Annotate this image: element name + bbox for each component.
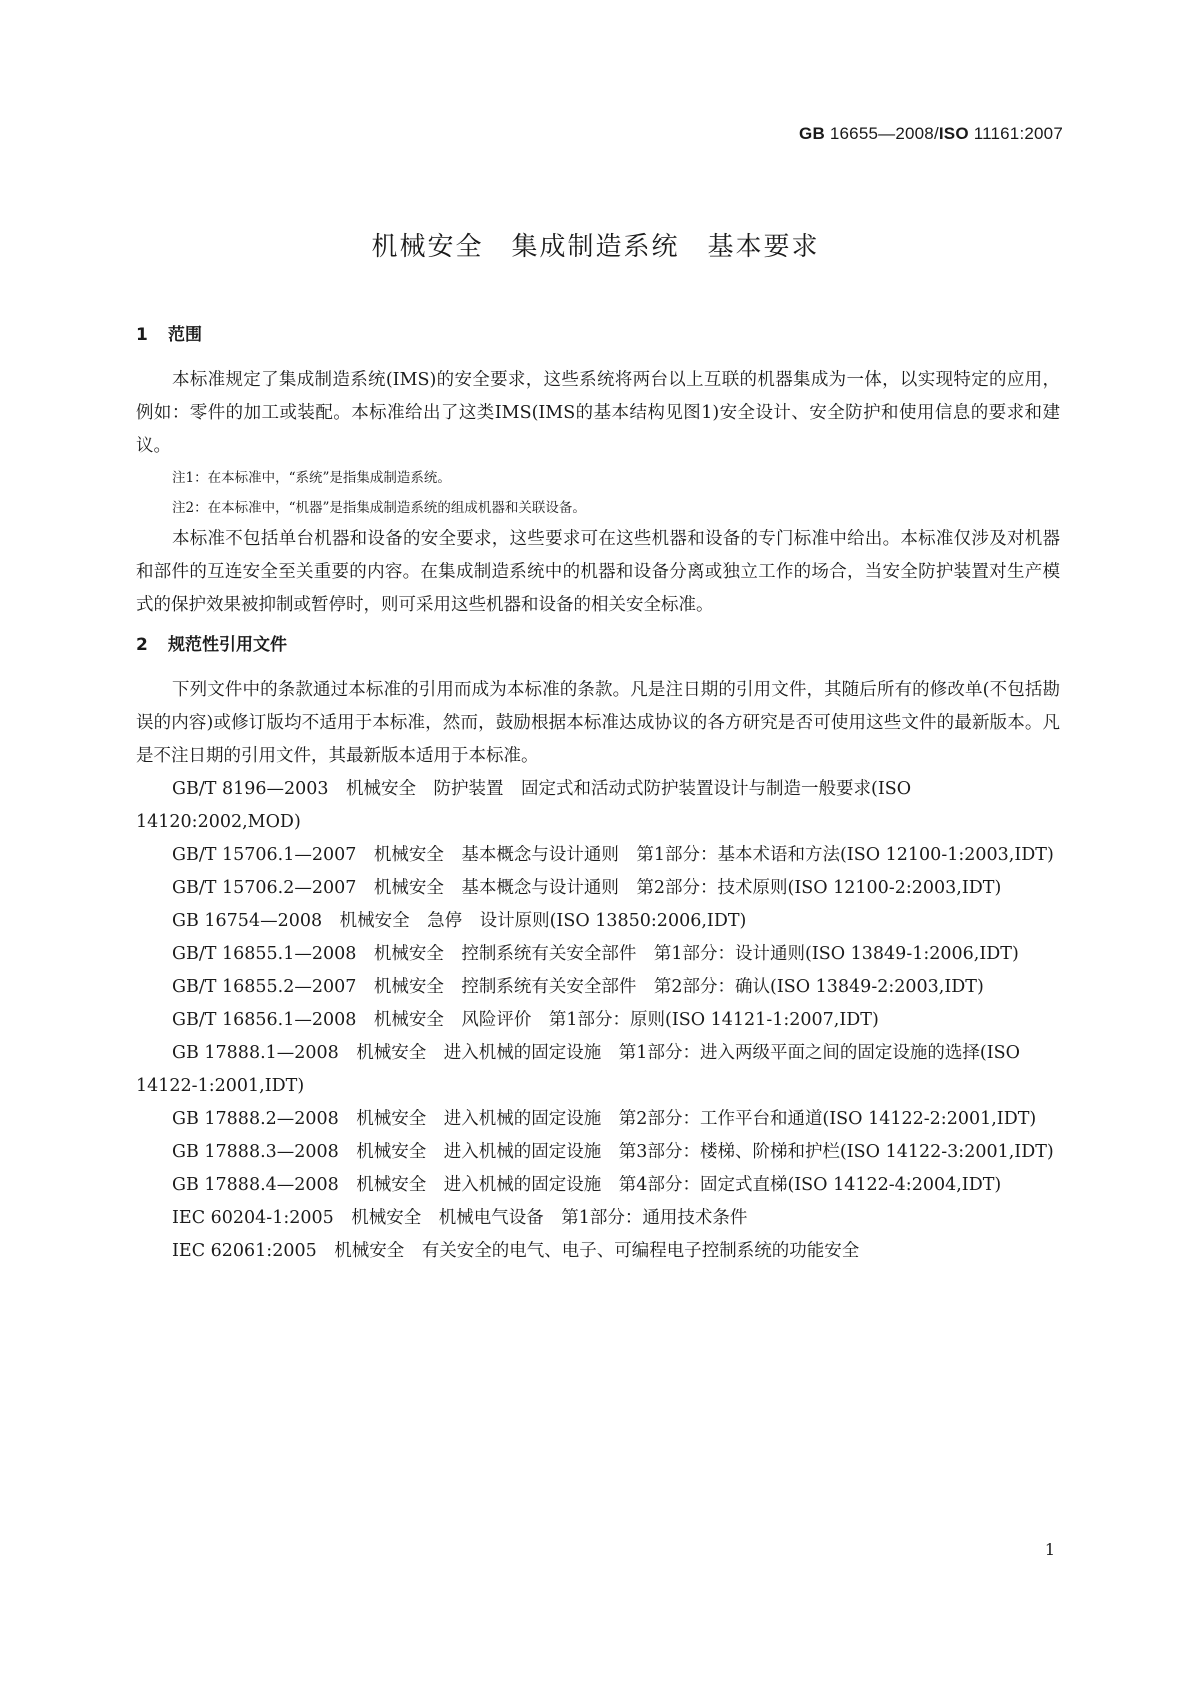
section-1-note-2: 注2：在本标准中，“机器”是指集成制造系统的组成机器和关联设备。 <box>172 500 586 516</box>
section-2-heading <box>136 632 1060 658</box>
reference-item: GB 17888.3—2008 机械安全 进入机械的固定设施 第3部分：楼梯、阶梯和护栏(ISO 14122-3:2001,IDT) <box>172 1142 1054 1162</box>
section-2-body <box>136 674 1060 1268</box>
reference-item: IEC 60204-1:2005 机械安全 机械电气设备 第1部分：通用技术条件 <box>172 1208 748 1228</box>
document-body <box>136 322 1060 1268</box>
reference-item: IEC 62061:2005 机械安全 有关安全的电气、电子、可编程电子控制系统的功能安全 <box>172 1241 860 1261</box>
section-1-title: 范围 <box>168 325 202 345</box>
section-2-title: 规范性引用文件 <box>168 635 287 655</box>
code-prefix: GB <box>799 124 825 143</box>
code-iso: ISO <box>938 124 969 143</box>
section-1-body <box>136 364 1060 622</box>
section-2-intro: 下列文件中的条款通过本标准的引用而成为本标准的条款。凡是注日期的引用文件，其随后所有的修改单(不包括勘误的内容)或修订版均不适用于本标准，然而，鼓励根据本标准达成协议的各方研究是否可使用这些文件的最新版本。凡是不注日期的引用文件，其最新版本适用于本标准。 <box>136 680 1060 766</box>
document-title: 机械安全 集成制造系统 基本要求 <box>371 232 820 262</box>
section-1-paragraph-1: 本标准规定了集成制造系统(IMS)的安全要求，这些系统将两台以上互联的机器集成为一体，以实现特定的应用，例如：零件的加工或装配。本标准给出了这类IMS(IMS的基本结构见图1)安全设计、安全防护和使用信息的要求和建议。 <box>136 370 1060 456</box>
section-1-number: 1 <box>136 325 148 345</box>
section-1-note-1: 注1：在本标准中，“系统”是指集成制造系统。 <box>172 470 451 486</box>
reference-item: GB/T 15706.2—2007 机械安全 基本概念与设计通则 第2部分：技术原则(ISO 12100-2:2003,IDT) <box>172 878 1002 898</box>
document-code <box>799 124 1063 144</box>
reference-item: GB/T 15706.1—2007 机械安全 基本概念与设计通则 第1部分：基本术语和方法(ISO 12100-1:2003,IDT) <box>172 845 1054 865</box>
reference-item: GB/T 16856.1—2008 机械安全 风险评价 第1部分：原则(ISO 14121-1:2007,IDT) <box>172 1010 879 1030</box>
section-2-number: 2 <box>136 635 148 655</box>
reference-item: GB/T 16855.2—2007 机械安全 控制系统有关安全部件 第2部分：确认(ISO 13849-2:2003,IDT) <box>172 977 984 997</box>
reference-item: GB 17888.4—2008 机械安全 进入机械的固定设施 第4部分：固定式直梯(ISO 14122-4:2004,IDT) <box>172 1175 1002 1195</box>
section-1-heading <box>136 322 1060 348</box>
reference-item: GB 16754—2008 机械安全 急停 设计原则(ISO 13850:2006,IDT) <box>172 911 747 931</box>
reference-item: GB/T 16855.1—2008 机械安全 控制系统有关安全部件 第1部分：设计通则(ISO 13849-1:2006,IDT) <box>172 944 1019 964</box>
reference-item: GB 17888.1—2008 机械安全 进入机械的固定设施 第1部分：进入两级平面之间的固定设施的选择(ISO 14122-1:2001,IDT) <box>136 1043 1021 1096</box>
code-number: 16655—2008/ <box>829 124 939 143</box>
reference-item: GB 17888.2—2008 机械安全 进入机械的固定设施 第2部分：工作平台和通道(ISO 14122-2:2001,IDT) <box>172 1109 1037 1129</box>
section-1-paragraph-2: 本标准不包括单台机器和设备的安全要求，这些要求可在这些机器和设备的专门标准中给出。本标准仅涉及对机器和部件的互连安全至关重要的内容。在集成制造系统中的机器和设备分离或独立工作的场合，当安全防护装置对生产模式的保护效果被抑制或暂停时，则可采用这些机器和设备的相关安全标准。 <box>136 529 1060 615</box>
code-iso-number: 11161:2007 <box>973 124 1063 143</box>
page-number: 1 <box>1044 1540 1055 1559</box>
reference-item: GB/T 8196—2003 机械安全 防护装置 固定式和活动式防护装置设计与制造一般要求(ISO 14120:2002,MOD) <box>136 779 912 832</box>
